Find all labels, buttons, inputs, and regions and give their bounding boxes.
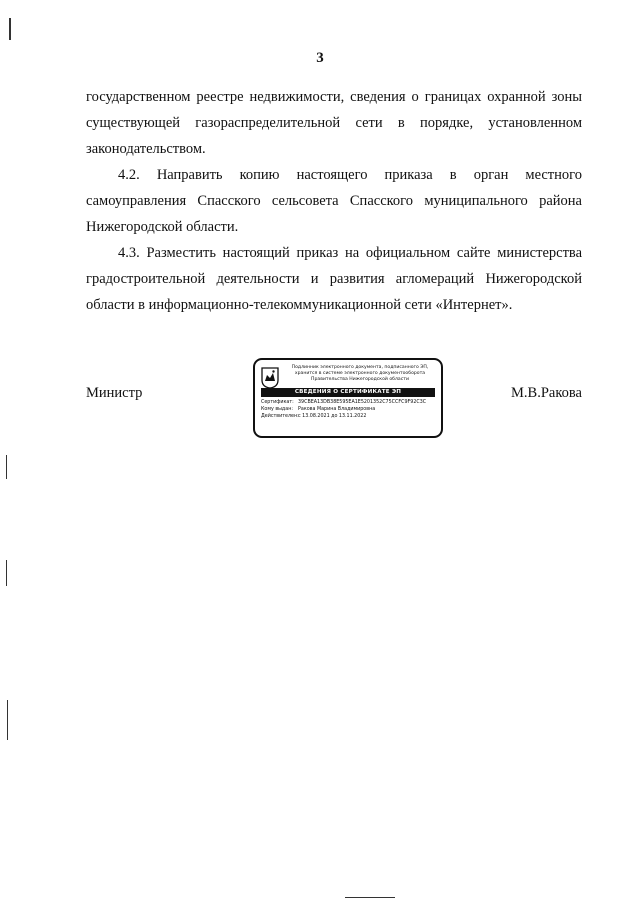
stamp-certificate-row: [261, 400, 437, 407]
scan-mark: [6, 560, 7, 586]
scan-mark: [345, 897, 395, 898]
stamp-header-text: Подлинник электронного документа, подписанного ЭП, хранится в системе электронного документооборота Правительства Нижегородской области: [291, 365, 429, 382]
signatory-name: М.В.Ракова: [511, 385, 582, 401]
document-body: [86, 84, 582, 318]
scan-mark: [7, 700, 8, 740]
owner-label: Кому выдан:: [261, 406, 293, 412]
validity-value: с 13.08.2021 до 13.11.2022: [298, 413, 367, 419]
certificate-label: Сертификат:: [261, 400, 294, 405]
stamp-details: [261, 400, 437, 420]
stamp-validity-row: [261, 414, 437, 421]
stamp-owner-row: [261, 407, 437, 414]
stamp-certificate-bar: СВЕДЕНИЯ О СЕРТИФИКАТЕ ЭП: [261, 388, 435, 397]
validity-label: Действителен:: [261, 413, 299, 419]
paragraph-continuation: государственном реестре недвижимости, сведения о границах охранной зоны существующей газораспределительной сети в порядке, установленном законодательством.: [86, 89, 582, 157]
signatory-position: Министр: [86, 385, 143, 401]
certificate-value: 39CBEA13DB38E595EA1E5201352C75CCFC9F92C3C: [298, 400, 427, 405]
electronic-signature-stamp: [253, 358, 443, 438]
page-number: 3: [316, 50, 324, 66]
paragraph-4-2: 4.2. Направить копию настоящего приказа в орган местного самоуправления Спасского сельсовета Спасского муниципального района Нижегородской области.: [86, 167, 582, 235]
owner-value: Ракова Марина Владимировна: [298, 406, 376, 412]
paragraph-4-3: 4.3. Разместить настоящий приказ на официальном сайте министерства градостроительной деятельности и развития агломераций Нижегородской области в информационно-телекоммуникационной сети «Интернет».: [86, 245, 582, 313]
scan-mark: [9, 18, 11, 40]
scan-mark: [6, 455, 7, 479]
coat-of-arms-icon: [261, 367, 279, 389]
